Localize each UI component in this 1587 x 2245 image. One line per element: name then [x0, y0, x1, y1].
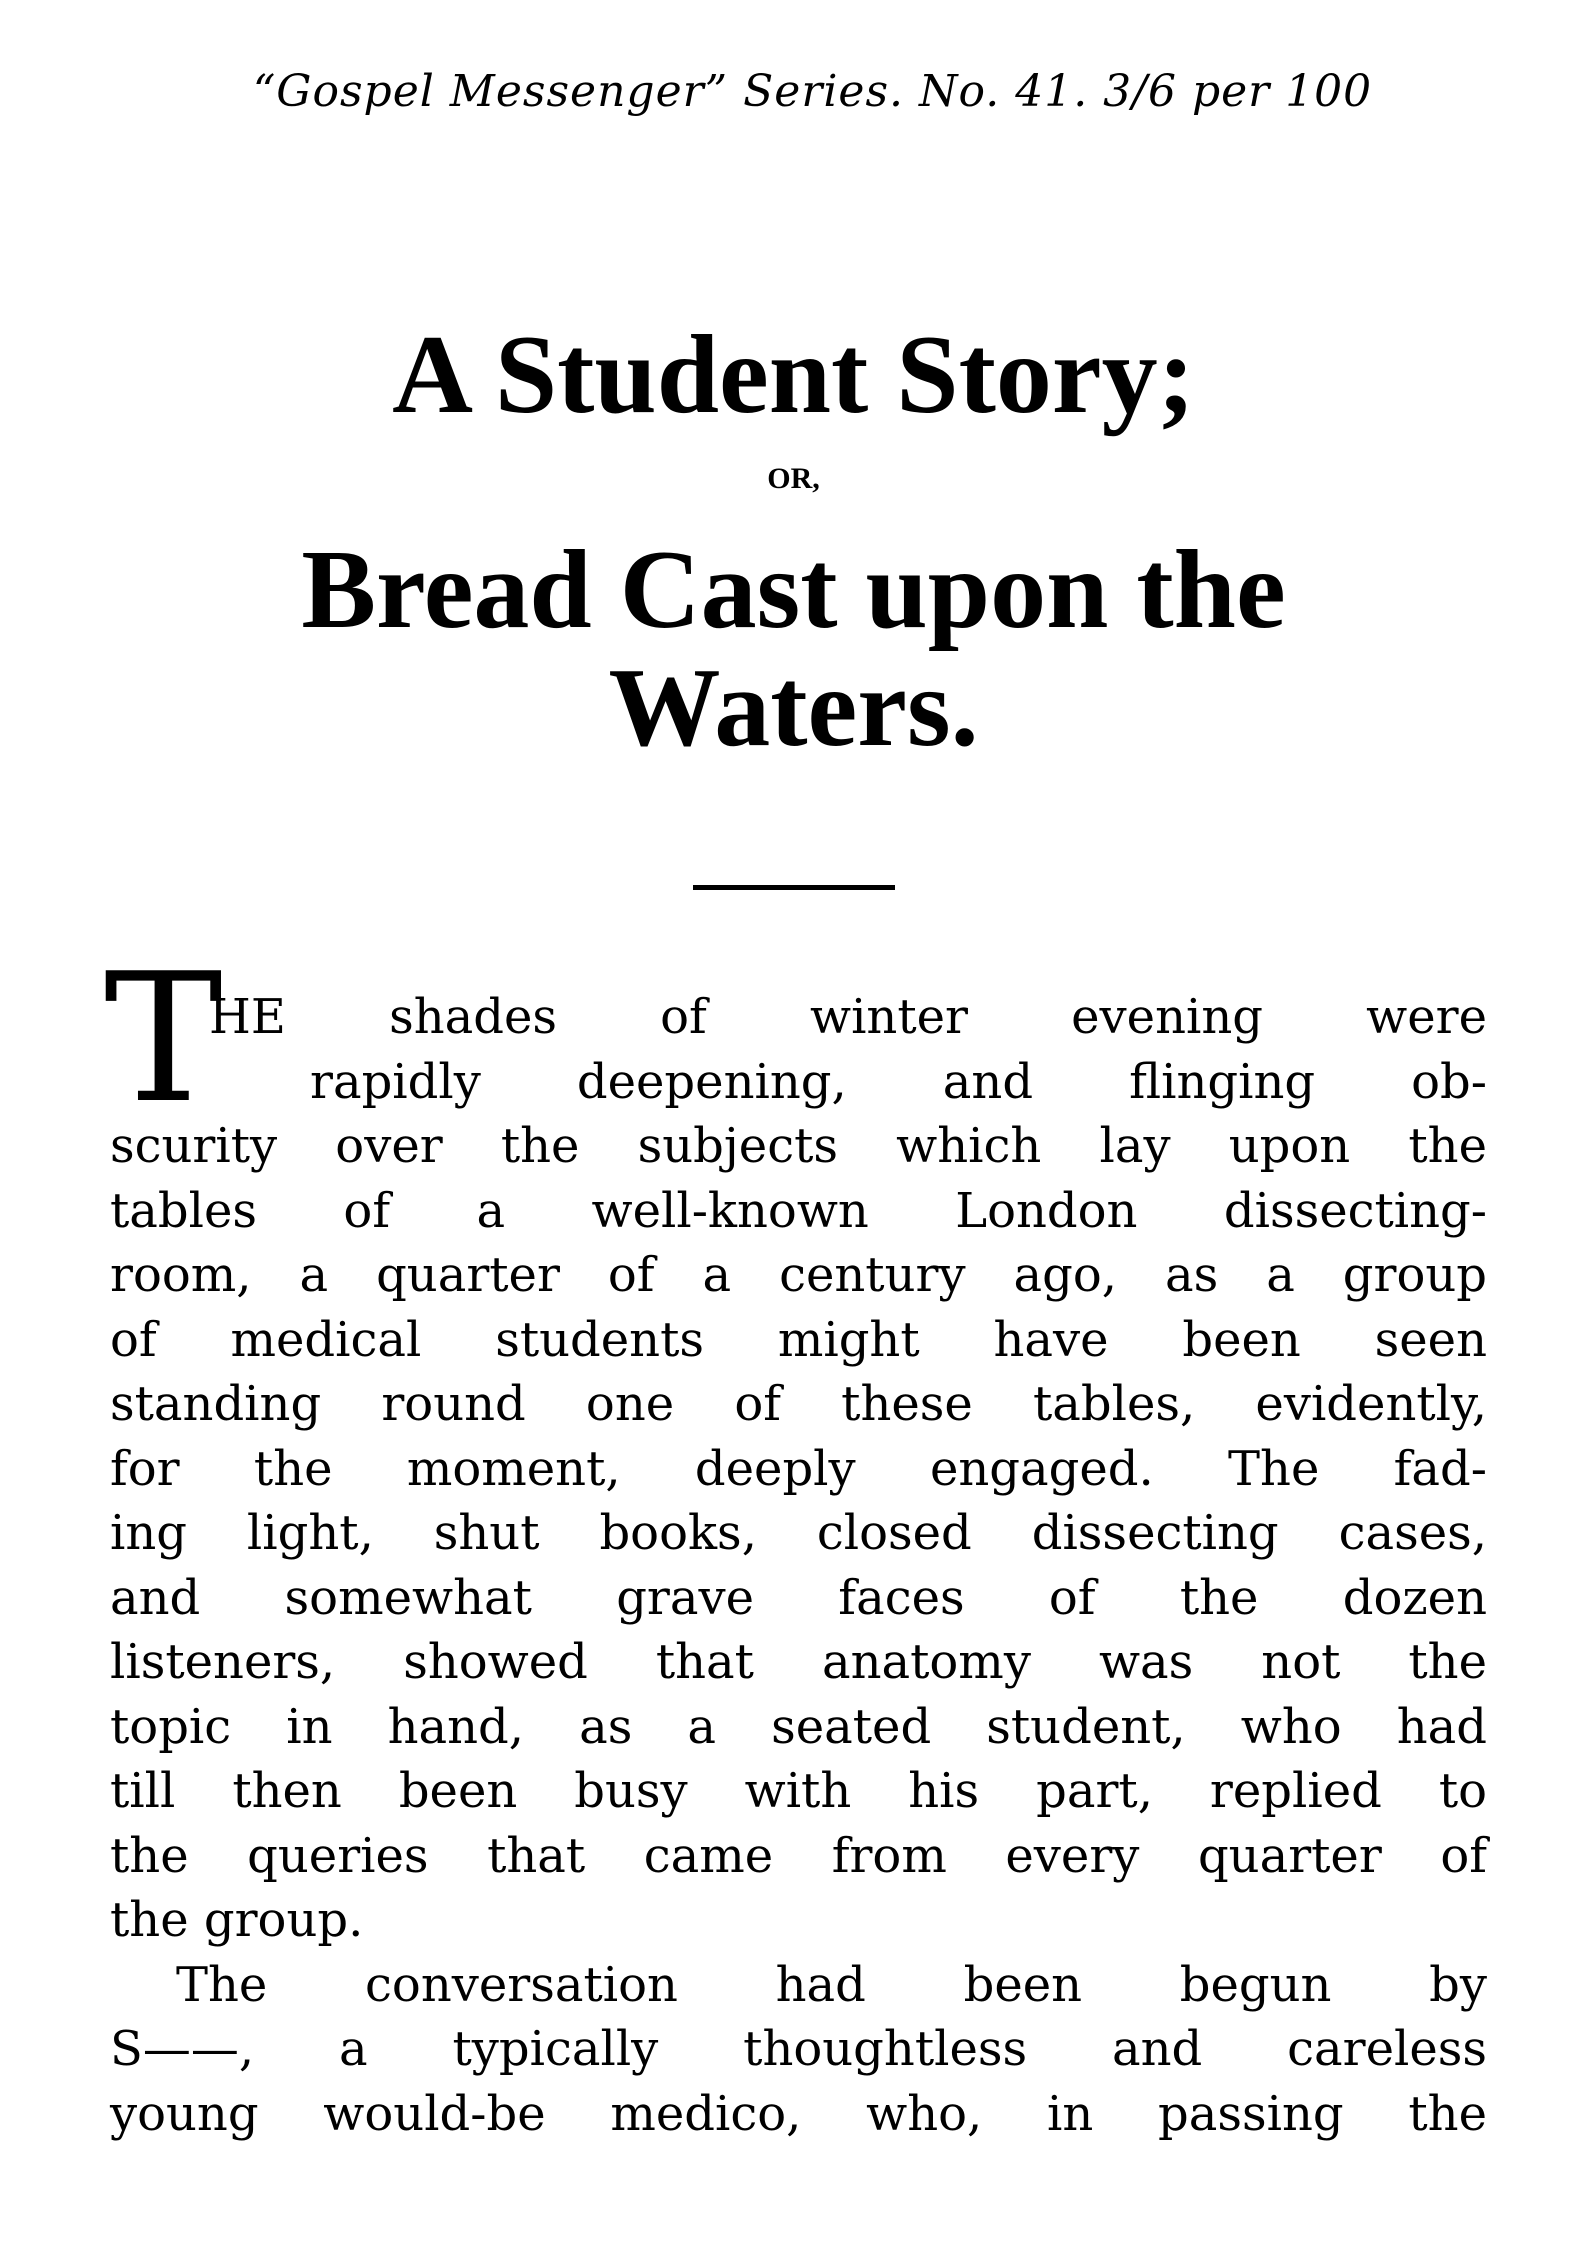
body-line: listeners, showed that anatomy was not the — [110, 1634, 1487, 1690]
body-line: the queries that came from every quarter of — [110, 1827, 1487, 1884]
body-line: ing light, shut books, closed dissecting cases, — [110, 1505, 1487, 1561]
body-line: The conversation had been begun by — [176, 1956, 1487, 2013]
body-line: young would-be medico, who, in passing the — [110, 2085, 1487, 2142]
body-line: scurity over the subjects which lay upon the — [110, 1118, 1487, 1174]
body-line: standing round one of these tables, evidently, — [110, 1376, 1487, 1432]
title-line-2: Bread Cast upon the — [301, 528, 1286, 652]
body-line: and somewhat grave faces of the dozen — [110, 1569, 1487, 1626]
body-line: S——, a typically thoughtless and careless — [110, 2021, 1487, 2077]
divider-rule — [693, 885, 895, 890]
title-or: OR, — [767, 462, 820, 495]
drop-cap: T — [104, 935, 223, 1142]
body-line: room, a quarter of a century ago, as a group — [110, 1247, 1487, 1303]
title-line-3: Waters. — [608, 646, 979, 770]
title-line-1: A Student Story; — [392, 313, 1195, 437]
body-line: for the moment, deeply engaged. The fad- — [110, 1440, 1487, 1497]
body-line: of medical students might have been seen — [110, 1311, 1487, 1368]
body-line: rapidly deepening, and flinging ob- — [310, 1053, 1487, 1110]
body-line: HE shades of winter evening were — [209, 989, 1487, 1045]
body-line: tables of a well-known London dissecting- — [110, 1182, 1487, 1239]
series-header: “Gospel Messenger” Series. No. 41. 3/6 per 100 — [252, 66, 1373, 117]
body-line: topic in hand, as a seated student, who had — [110, 1698, 1487, 1755]
body-line: till then been busy with his part, replied to — [110, 1763, 1487, 1819]
body-line: the group. — [110, 1892, 364, 1948]
